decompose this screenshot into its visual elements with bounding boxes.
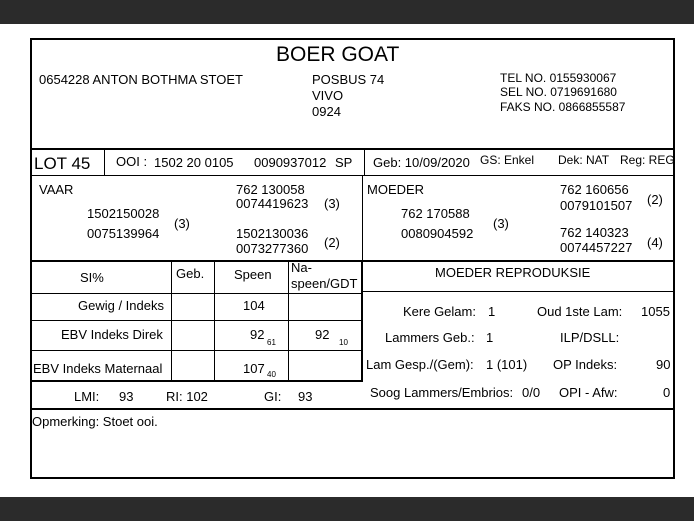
divider: [30, 408, 675, 410]
moeder-label: MOEDER: [367, 182, 425, 197]
address-line-3: 0924: [312, 104, 341, 119]
moeder-dam-count: (3): [493, 216, 509, 231]
remark: Opmerking: Stoet ooi.: [32, 414, 158, 429]
birth-date: Geb: 10/09/2020: [373, 155, 470, 170]
vaar-sire-id: 0074419623: [236, 196, 309, 211]
gesp-value: 1 (101): [486, 357, 528, 372]
moeder-dd-id: 0074457227: [560, 240, 633, 255]
moeder-sire-id: 0079101507: [560, 198, 633, 213]
vaar-dam-reg: 1502150028: [87, 206, 160, 221]
divider: [30, 148, 675, 150]
vaar-dd-reg: 1502130036: [236, 226, 309, 241]
gs-status: GS: Enkel: [480, 153, 535, 167]
geb-header: Geb.: [176, 266, 205, 281]
moeder-dd-reg: 762 140323: [560, 225, 629, 240]
opi-label: OPI - Afw:: [559, 385, 618, 400]
ooi-code: 0090937012: [254, 155, 327, 170]
moeder-dam-reg: 762 170588: [401, 206, 470, 221]
ooi-label: OOI :: [116, 154, 148, 169]
divider: [30, 175, 675, 176]
lot-number: LOT 45: [34, 154, 91, 173]
tel-number: TEL NO. 0155930067: [500, 71, 617, 85]
top-dark-bar: [0, 0, 694, 24]
sel-number: SEL NO. 0719691680: [500, 85, 617, 99]
divider: [364, 149, 365, 175]
dek-status: Dek: NAT: [558, 153, 610, 167]
divider: [361, 261, 363, 381]
oud-value: 1055: [641, 304, 670, 319]
vaar-dam-count: (3): [174, 216, 190, 231]
naspeen-header: Na- speen/GDT: [291, 260, 358, 291]
gewig-speen: 104: [243, 298, 265, 313]
address-line-2: VIVO: [312, 88, 344, 103]
bottom-dark-bar: [0, 497, 694, 521]
ebv-direk-naspeen: 92: [315, 327, 330, 342]
divider: [362, 291, 675, 292]
moeder-sire-count: (2): [647, 192, 663, 207]
ri-value: RI: 102: [166, 389, 208, 404]
row-label-ebv-direk: EBV Indeks Direk: [61, 327, 163, 342]
moeder-dd-count: (4): [647, 235, 663, 250]
reg-status: Reg: REG: [620, 153, 675, 167]
vaar-sire-count: (3): [324, 196, 340, 211]
ebv-maternaal-speen-acc: 40: [267, 370, 276, 379]
gi-label: GI:: [264, 389, 282, 404]
ebv-direk-speen-acc: 61: [267, 338, 276, 347]
divider: [30, 380, 363, 382]
breed-title: BOER GOAT: [276, 43, 400, 66]
divider: [30, 293, 362, 294]
moeder-sire-reg: 762 160656: [560, 182, 629, 197]
oud-label: Oud 1ste Lam:: [537, 304, 623, 319]
si-header: SI%: [80, 270, 104, 285]
reproduction-title: MOEDER REPRODUKSIE: [435, 265, 591, 280]
lammers-value: 1: [486, 330, 494, 345]
faks-number: FAKS NO. 0866855587: [500, 100, 626, 114]
op-label: OP Indeks:: [553, 357, 618, 372]
lmi-label: LMI:: [74, 389, 100, 404]
ooi-number: 1502 20 0105: [154, 155, 234, 170]
row-label-ebv-maternaal: EBV Indeks Maternaal: [33, 361, 163, 376]
soog-value: 0/0: [522, 385, 541, 400]
ooi-sp: SP: [335, 155, 353, 170]
ebv-maternaal-speen: 107: [243, 361, 265, 376]
divider: [30, 350, 362, 351]
vaar-dam-id: 0075139964: [87, 226, 160, 241]
owner-line: 0654228 ANTON BOTHMA STOET: [39, 72, 243, 87]
gi-value: 93: [298, 389, 313, 404]
divider: [104, 149, 105, 175]
ebv-direk-naspeen-acc: 10: [339, 338, 348, 347]
ilp-label: ILP/DSLL:: [560, 330, 620, 345]
kere-value: 1: [488, 304, 496, 319]
gesp-label: Lam Gesp./(Gem):: [366, 357, 474, 372]
row-label-gewig: Gewig / Indeks: [78, 298, 164, 313]
vaar-dd-count: (2): [324, 235, 340, 250]
opi-value: 0: [663, 385, 671, 400]
soog-label: Soog Lammers/Embrios:: [370, 385, 514, 400]
ebv-direk-speen: 92: [250, 327, 265, 342]
vaar-label: VAAR: [39, 182, 74, 197]
vaar-dd-id: 0073277360: [236, 241, 309, 256]
op-value: 90: [656, 357, 671, 372]
lmi-value: 93: [119, 389, 134, 404]
kere-label: Kere Gelam:: [403, 304, 476, 319]
address-line-1: POSBUS 74: [312, 72, 385, 87]
lammers-label: Lammers Geb.:: [385, 330, 475, 345]
speen-header: Speen: [234, 267, 272, 282]
divider: [362, 176, 363, 260]
vaar-sire-reg: 762 130058: [236, 182, 305, 197]
divider: [30, 320, 362, 321]
moeder-dam-id: 0080904592: [401, 226, 474, 241]
